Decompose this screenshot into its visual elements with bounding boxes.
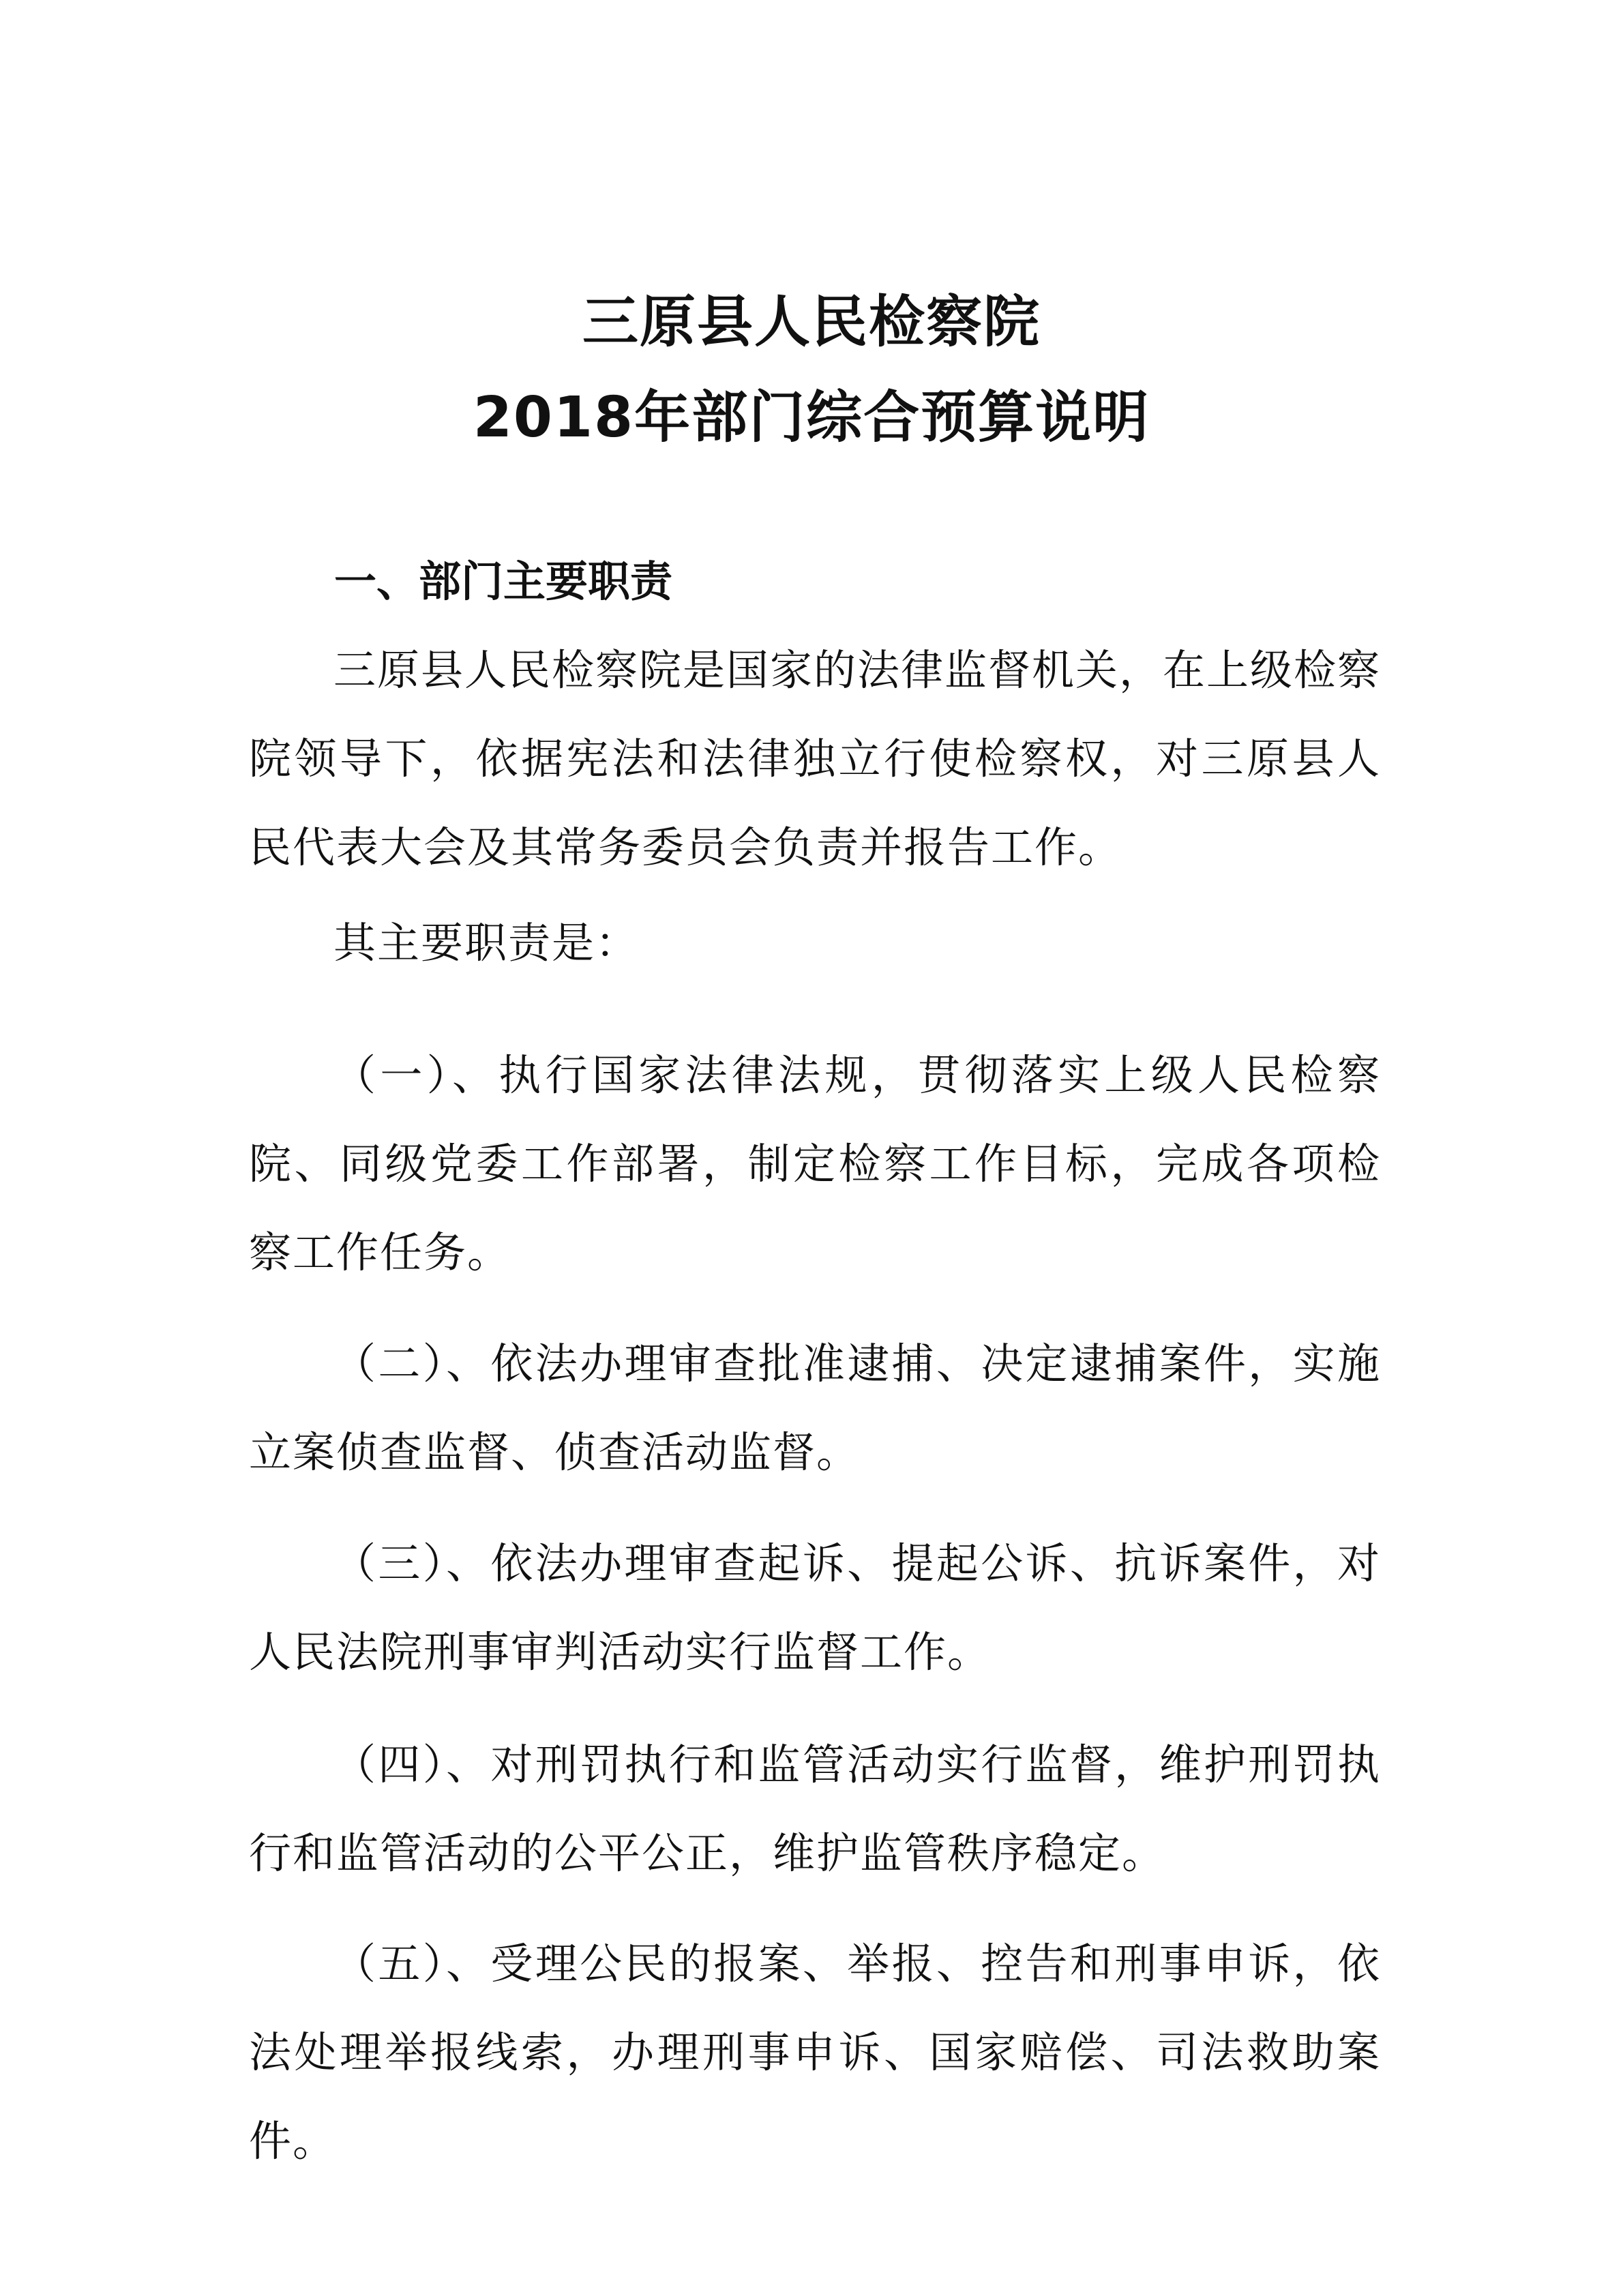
intro-paragraph: 三原县人民检察院是国家的法律监督机关，在上级检察院领导下，依据宪法和法律独立行使检察权，对三原县人民代表大会及其常务委员会负责并报告工作。 [249, 645, 1382, 872]
document-title-line-2: 2018年部门综合预算说明 [473, 385, 1150, 450]
duty-item-3: （三）、依法办理审查起诉、提起公诉、抗诉案件，对人民法院刑事审判活动实行监督工作。 [249, 1538, 1381, 1677]
duties-lead-paragraph: 其主要职责是： [333, 918, 640, 968]
section-heading: 一、部门主要职责 [334, 556, 673, 606]
duty-item-2: （二）、依法办理审查批准逮捕、决定逮捕案件，实施立案侦查监督、侦查活动监督。 [249, 1339, 1381, 1477]
duty-item-4: （四）、对刑罚执行和监管活动实行监督，维护刑罚执行和监管活动的公平公正，维护监管秩序稳定。 [249, 1740, 1381, 1878]
duty-item-5: （五）、受理公民的报案、举报、控告和刑事申诉，依法处理举报线索，办理刑事申诉、国家赔偿、司法救助案件。 [249, 1939, 1381, 2166]
document-title-line-1: 三原县人民检察院 [582, 290, 1041, 355]
duty-item-1: （一）、执行国家法律法规，贯彻落实上级人民检察院、同级党委工作部署，制定检察工作目标，完成各项检察工作任务。 [249, 1050, 1381, 1277]
